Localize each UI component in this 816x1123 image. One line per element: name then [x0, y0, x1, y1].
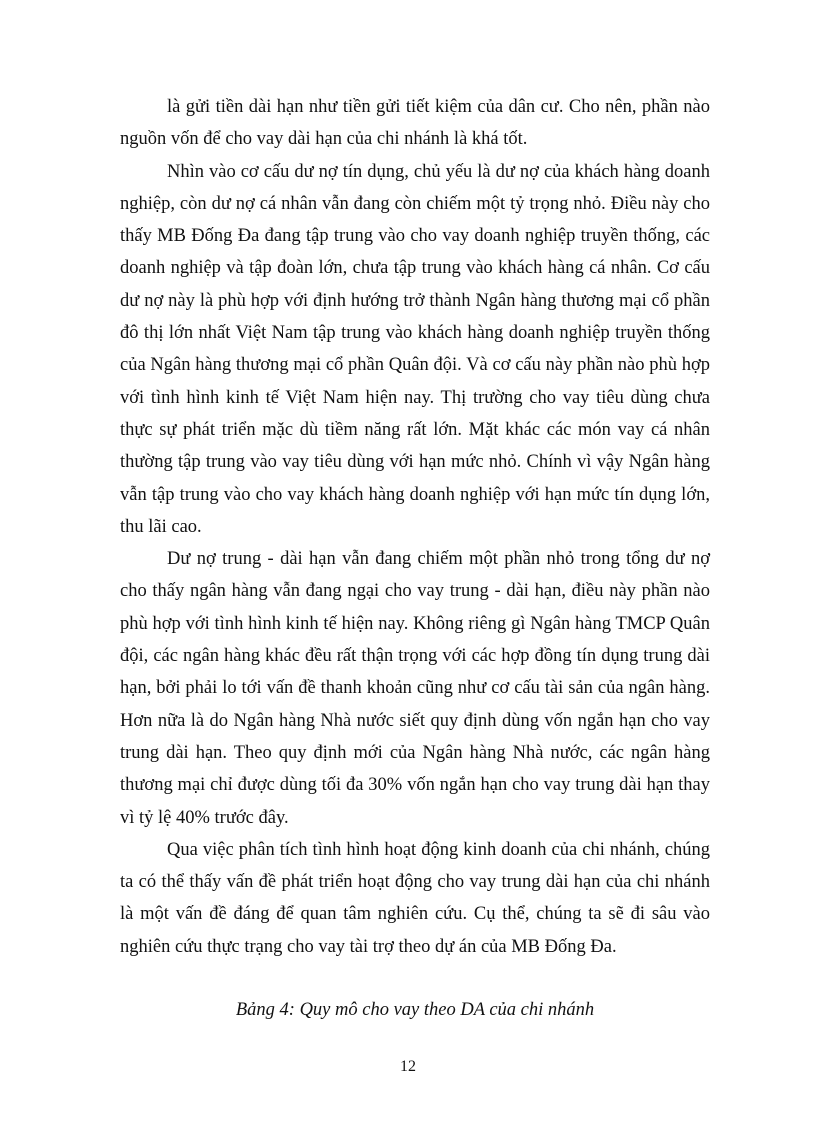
page-number: 12 [400, 1058, 416, 1075]
paragraph-1: là gửi tiền dài hạn như tiền gửi tiết kiệm của dân cư. Cho nên, phần nào nguồn vốn để cho vay dài hạn của chi nhánh là khá tốt. [120, 97, 710, 150]
paragraph-2: Nhìn vào cơ cấu dư nợ tín dụng, chủ yếu là dư nợ của khách hàng doanh nghiệp, còn dư nợ cá nhân vẫn đang còn chiếm một tỷ trọng nhỏ. Điều này cho thấy MB Đống Đa đang tập trung vào cho vay doanh nghiệp truyền thống, các doanh nghiệp và tập đoàn lớn, chưa tập trung vào khách hàng cá nhân. Cơ cấu dư nợ này là phù hợp với định hướng trở thành Ngân hàng thương mại cổ phần đô thị lớn nhất Việt Nam tập trung vào khách hàng doanh nghiệp truyền thống của Ngân hàng thương mại cổ phần Quân đội. Và cơ cấu này phần nào phù hợp với tình hình kinh tế Việt Nam hiện nay. Thị trường cho vay tiêu dùng chưa thực sự phát triển mặc dù tiềm năng rất lớn. Mặt khác các món vay cá nhân thường tập trung vào vay tiêu dùng với hạn mức nhỏ. Chính vì vậy Ngân hàng vẫn tập trung vào cho vay khách hàng doanh nghiệp với hạn mức tín dụng lớn, thu lãi cao. [120, 161, 710, 537]
body-text [120, 91, 710, 963]
paragraph-3: Dư nợ trung - dài hạn vẫn đang chiếm một phần nhỏ trong tổng dư nợ cho thấy ngân hàng vẫn đang ngại cho vay trung - dài hạn, điều này phần nào phù hợp với tình hình kinh tế hiện nay. Không riêng gì Ngân hàng TMCP Quân đội, các ngân hàng khác đều rất thận trọng với các hợp đồng tín dụng trung dài hạn, bởi phải lo tới vấn đề thanh khoản cũng như cơ cấu tài sản của ngân hàng. Hơn nữa là do Ngân hàng Nhà nước siết quy định dùng vốn ngắn hạn cho vay trung dài hạn. Theo quy định mới của Ngân hàng Nhà nước, các ngân hàng thương mại chỉ được dùng tối đa 30% vốn ngắn hạn cho vay trung dài hạn thay vì tỷ lệ 40% trước đây. [120, 549, 710, 828]
table-caption: Bảng 4: Quy mô cho vay theo DA của chi nhánh [235, 1000, 595, 1020]
paragraph-4: Qua việc phân tích tình hình hoạt động kinh doanh của chi nhánh, chúng ta có thể thấy vấn đề phát triển hoạt động cho vay trung dài hạn của chi nhánh là một vấn đề đáng để quan tâm nghiên cứu. Cụ thể, chúng ta sẽ đi sâu vào nghiên cứu thực trạng cho vay tài trợ theo dự án của MB Đống Đa. [120, 839, 710, 957]
